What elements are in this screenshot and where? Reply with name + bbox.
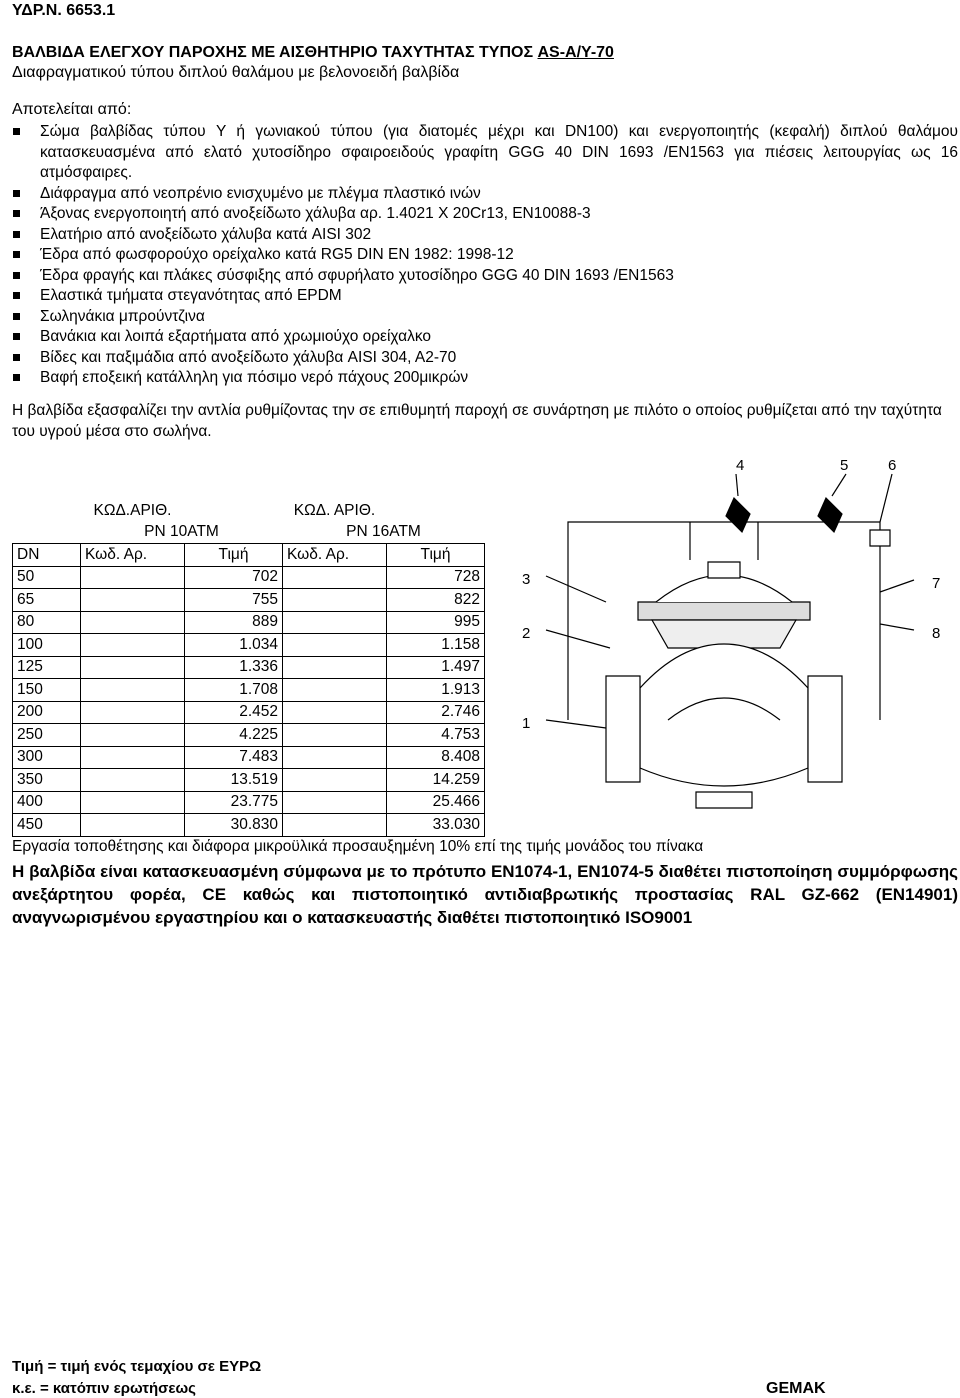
cell-price16: 822 [387,589,485,612]
cell-dn: 80 [13,611,81,634]
cell-dn: 450 [13,814,81,837]
table-row [13,724,485,747]
cell-code10 [81,814,185,837]
cell-price16: 2.746 [387,701,485,724]
table-row [13,656,485,679]
cell-dn: 100 [13,634,81,657]
cell-price10: 755 [185,589,283,612]
diagram-label-2: 2 [522,625,531,642]
cell-code16 [283,724,387,747]
cell-price16: 995 [387,611,485,634]
table-row [13,679,485,702]
component-item: Σωληνάκια μπρούντζινα [12,307,958,328]
cell-code10 [81,791,185,814]
component-item: Ελατήριο από ανοξείδωτο χάλυβα κατά AISI 302 [12,225,958,246]
cell-price16: 33.030 [387,814,485,837]
pilot-icon [870,530,890,546]
cell-price16: 728 [387,566,485,589]
diagram-label-8: 8 [932,625,941,642]
cell-dn: 250 [13,724,81,747]
table-group-header-row [13,522,485,544]
cell-dn: 65 [13,589,81,612]
cell-code10 [81,611,185,634]
needle-valve-5 [818,498,842,532]
cell-code16 [283,746,387,769]
cell-price10: 2.452 [185,701,283,724]
cell-code10 [81,566,185,589]
document-subtitle: Διαφραγματικού τύπου διπλού θαλάμου με βελονοειδή βαλβίδα [12,64,460,81]
header-price16: Τιμή [387,544,485,567]
table-row [13,791,485,814]
cell-code10 [81,724,185,747]
diagram-label-5: 5 [840,457,849,474]
components-label: Αποτελείται από: [12,101,132,118]
cell-dn: 125 [13,656,81,679]
cell-price16: 1.158 [387,634,485,657]
brand-name: GEMAK [766,1380,826,1397]
component-item: Ελαστικά τμήματα στεγανότητας από EPDM [12,286,958,307]
header-dn: DN [13,544,81,567]
diagram-label-6: 6 [888,457,897,474]
cell-price16: 25.466 [387,791,485,814]
cell-price10: 889 [185,611,283,634]
component-item: Διάφραγμα από νεοπρένιο ενισχυμένο με πλέγμα πλαστικό ινών [12,184,958,205]
cell-price16: 4.753 [387,724,485,747]
cell-price10: 7.483 [185,746,283,769]
cell-code16 [283,634,387,657]
valve-body [640,644,808,786]
cell-price10: 1.034 [185,634,283,657]
cell-dn: 300 [13,746,81,769]
cell-code10 [81,679,185,702]
diagram-label-3: 3 [522,571,531,588]
table-row [13,746,485,769]
cell-code10 [81,701,185,724]
cell-code16 [283,769,387,792]
diagram-label-7: 7 [932,575,941,592]
legend-price: Τιμή = τιμή ενός τεμαχίου σε ΕΥΡΩ [12,1358,262,1375]
cell-code16 [283,566,387,589]
component-item: Έδρα από φωσφορούχο ορείχαλκο κατά RG5 DIN EN 1982: 1998-12 [12,245,958,266]
cell-price16: 1.913 [387,679,485,702]
component-item: Βανάκια και λοιπά εξαρτήματα από χρωμιούχο ορείχαλκο [12,327,958,348]
cell-code10 [81,769,185,792]
needle-valve-4 [726,498,750,532]
valve-diagram [510,452,950,824]
cell-price10: 1.708 [185,679,283,702]
table-row [13,769,485,792]
cell-code10 [81,746,185,769]
header-code16: Κωδ. Αρ. [283,544,387,567]
component-item: Σώμα βαλβίδας τύπου Y ή γωνιακού τύπου (για διατομές μέχρι και DN100) και ενεργοποιητής (κεφαλή) διπλού θαλάμου κατασκευασμένα από ελατό χυτοσίδηρο σφαιροειδούς γραφίτη GGG 40 DIN 1693 /EN1563 για πιέσεις λειτουργίας ως 16 ατμόσφαιρες. [12,122,958,184]
cell-code10 [81,634,185,657]
table-row [13,589,485,612]
installation-footnote: Εργασία τοποθέτησης και διάφορα μικροϋλικά προσαυξημένη 10% επί της τιμής μονάδος του πίνακα [12,838,704,855]
cell-price10: 702 [185,566,283,589]
cell-code16 [283,679,387,702]
cell-code16 [283,791,387,814]
table-row [13,634,485,657]
components-list [12,122,958,389]
group2-line1: ΚΩΔ. ΑΡΙΘ. [293,501,376,519]
cell-price10: 4.225 [185,724,283,747]
cell-dn: 150 [13,679,81,702]
cell-code16 [283,589,387,612]
table-header-row [13,544,485,567]
price-table [12,500,485,837]
cell-code16 [283,814,387,837]
cell-dn: 200 [13,701,81,724]
group1-line1: ΚΩΔ.ΑΡΙΘ. [93,501,172,519]
component-item: Έδρα φραγής και πλάκες σύσφιξης από σφυρήλατο χυτοσίδηρο GGG 40 DIN 1693 /EN1563 [12,266,958,287]
actuator-cover [638,602,810,620]
table-row [13,814,485,837]
actuator-top [708,562,740,578]
cell-code16 [283,701,387,724]
header-price10: Τιμή [185,544,283,567]
cell-price10: 23.775 [185,791,283,814]
table-row [13,566,485,589]
base-foot [696,792,752,808]
document-reference: ΥΔΡ.Ν. 6653.1 [12,2,116,19]
legend-ke: κ.ε. = κατόπιν ερωτήσεως [12,1380,196,1397]
cell-dn: 400 [13,791,81,814]
description-paragraph: Η βαλβίδα εξασφαλίζει την αντλία ρυθμίζοντας την σε επιθυμητή παροχή σε συνάρτηση με πιλότο ο οποίος ρυθμίζεται από την ταχύτητα του υγρού μέσα στο σωλήνα. [12,402,942,440]
title-prefix: ΒΑΛΒΙΔΑ ΕΛΕΓΧΟΥ ΠΑΡΟΧΗΣ ΜΕ ΑΙΣΘΗΤΗΡΙΟ ΤΑΧΥΤΗΤΑΣ ΤΥΠΟΣ [12,44,538,61]
cell-price16: 14.259 [387,769,485,792]
cell-dn: 50 [13,566,81,589]
title-model: AS-A/Y-70 [537,44,614,61]
certification-paragraph: Η βαλβίδα είναι κατασκευασμένη σύμφωνα με το πρότυπο EN1074-1, EN1074-5 διαθέτει πιστοποίηση συμμόρφωσης ανεξάρτητου φορέα, CE καθώς και πιστοποιητικό αντιδιαβρωτικής προστασίας RAL GZ-662 (EN14901) αναγνωρισμένου εργαστηρίου και ο κατασκευαστής διαθέτει πιστοποιητικό ISO9001 [12,862,958,927]
table-group-header-row [13,500,485,522]
cell-code10 [81,656,185,679]
cell-price16: 8.408 [387,746,485,769]
group1-line2: PN 10ATM [144,523,219,541]
cell-price10: 30.830 [185,814,283,837]
actuator-dome [656,575,792,602]
cell-code10 [81,589,185,612]
cell-price10: 1.336 [185,656,283,679]
cell-price16: 1.497 [387,656,485,679]
diagram-label-1: 1 [522,715,531,732]
component-item: Βίδες και παξιμάδια από ανοξείδωτο χάλυβα AISI 304, A2-70 [12,348,958,369]
group2-line2: PN 16ATM [346,523,421,541]
document-title [12,44,614,62]
left-flange [606,676,640,782]
cell-code16 [283,611,387,634]
table-row [13,611,485,634]
component-item: Άξονας ενεργοποιητή από ανοξείδωτο χάλυβα αρ. 1.4021 X 20Cr13, EN10088-3 [12,204,958,225]
cell-price10: 13.519 [185,769,283,792]
component-item: Βαφή εποξεική κατάλληλη για πόσιμο νερό πάχους 200μικρών [12,368,958,389]
header-code10: Κωδ. Αρ. [81,544,185,567]
table-row [13,701,485,724]
right-flange [808,676,842,782]
cell-code16 [283,656,387,679]
diagram-label-4: 4 [736,457,745,474]
cell-dn: 350 [13,769,81,792]
